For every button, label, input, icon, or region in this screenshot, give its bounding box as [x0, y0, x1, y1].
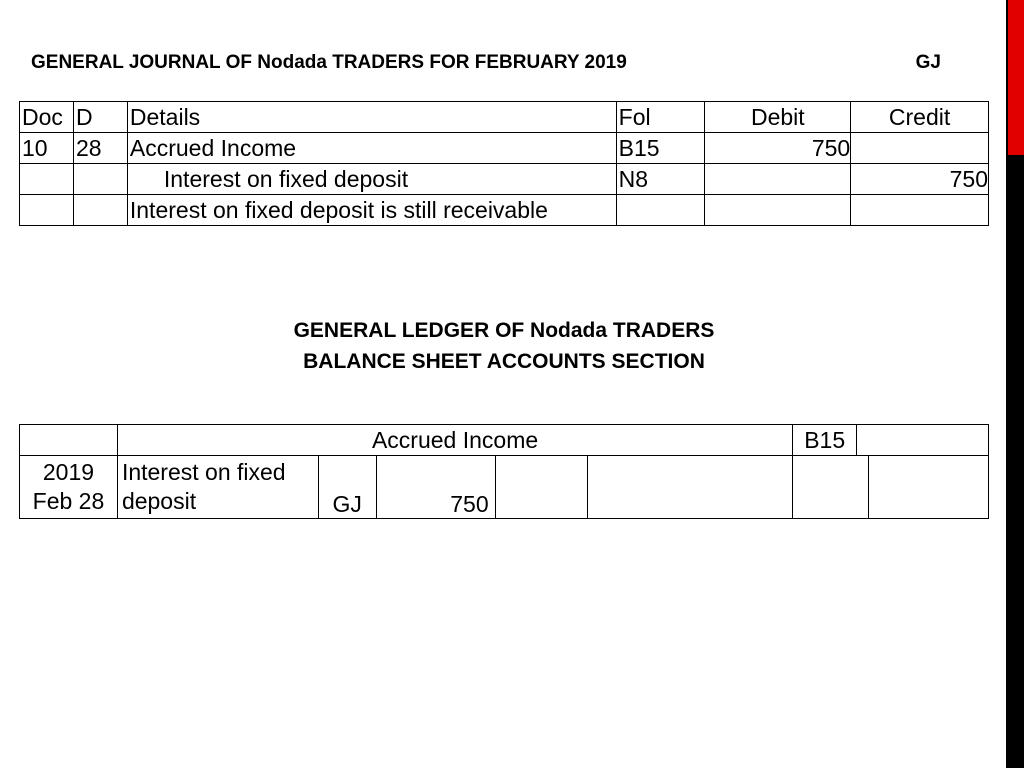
row2-details: Interest on fixed deposit [127, 164, 616, 195]
journal-row [20, 164, 989, 195]
journal-title [31, 52, 941, 74]
journal-code: GJ [915, 52, 941, 73]
ledger-credit-amount [869, 456, 989, 519]
header-doc: Doc [20, 102, 74, 133]
ledger-credit-fol [793, 456, 869, 519]
row1-credit [851, 133, 989, 164]
row1-d: 28 [73, 133, 127, 164]
ledger-entry-amount: 750 [376, 456, 495, 519]
header-d: D [73, 102, 127, 133]
row2-fol: N8 [616, 164, 705, 195]
row2-d [73, 164, 127, 195]
ledger-credit-details [588, 456, 793, 519]
row1-details: Accrued Income [127, 133, 616, 164]
ledger-entry-year: 2019 [42, 459, 95, 485]
row1-debit: 750 [705, 133, 851, 164]
header-details: Details [127, 102, 616, 133]
ledger-title-line1: GENERAL LEDGER OF Nodada TRADERS [293, 319, 715, 342]
row3-d [73, 195, 127, 226]
row1-fol: B15 [616, 133, 705, 164]
journal-row [20, 133, 989, 164]
row3-fol [616, 195, 705, 226]
row1-doc: 10 [20, 133, 74, 164]
row2-doc [20, 164, 74, 195]
journal-title-text: GENERAL JOURNAL OF Nodada TRADERS FOR FEBRUARY 2019 [31, 52, 627, 73]
journal-header-row [20, 102, 989, 133]
ledger-credit-date [495, 456, 588, 519]
ledger-entry-date [20, 456, 118, 519]
header-debit: Debit [705, 102, 851, 133]
row2-debit [705, 164, 851, 195]
ledger-title-line2: BALANCE SHEET ACCOUNTS SECTION [303, 350, 705, 373]
ledger-header-blank-right [857, 425, 989, 456]
ledger-header-row [20, 425, 989, 456]
row3-debit [705, 195, 851, 226]
row3-details: Interest on fixed deposit is still receivable [127, 195, 616, 226]
side-bar-red [1008, 0, 1024, 155]
ledger-entry-row [20, 456, 989, 519]
ledger-header-blank [20, 425, 118, 456]
ledger-entry-fol: GJ [318, 456, 376, 519]
journal-row [20, 195, 989, 226]
row3-doc [20, 195, 74, 226]
row3-credit [851, 195, 989, 226]
header-credit: Credit [851, 102, 989, 133]
ledger-account-table [19, 424, 989, 519]
row2-credit: 750 [851, 164, 989, 195]
ledger-entry-details-line1: Interest on fixed [121, 459, 286, 485]
general-journal-table [19, 101, 989, 226]
ledger-entry-day: Feb 28 [32, 488, 105, 514]
header-fol: Fol [616, 102, 705, 133]
ledger-account-name: Accrued Income [117, 425, 792, 456]
ledger-entry-details-line2: deposit [121, 488, 197, 514]
ledger-account-code: B15 [793, 425, 857, 456]
ledger-entry-details [117, 456, 318, 519]
